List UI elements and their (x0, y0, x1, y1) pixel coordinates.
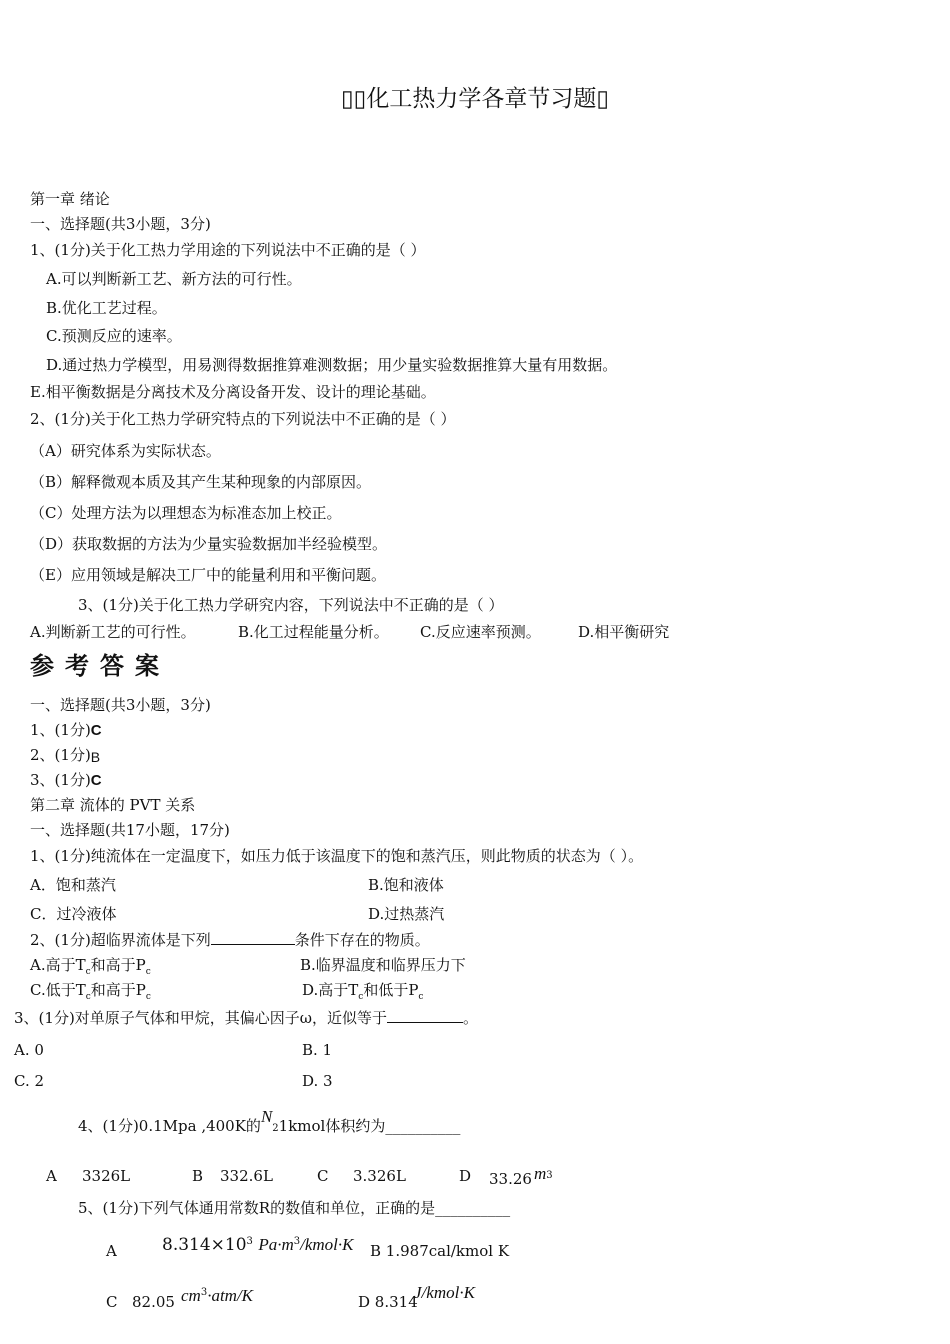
ch1-q1-option-c: C.预测反应的速率。 (46, 327, 182, 345)
ch2-q1-option-c: C．过冷液体 (30, 905, 117, 923)
ch1-q2-option-d: （D）获取数据的方法为少量实验数据加半经验模型。 (30, 535, 388, 553)
ch1-q3-option-a: A.判断新工艺的可行性。 (30, 623, 196, 641)
ch2-q4-option-b-label: B (192, 1167, 204, 1185)
ch2-q4-option-a-label: A (46, 1167, 57, 1185)
answer-blank (211, 930, 295, 945)
ch1-q2-option-c: （C）处理方法为以理想态为标准态加上校正。 (30, 504, 342, 522)
ch2-q2-option-d: D.高于$T_c$和低于$P_c$ (302, 981, 424, 1002)
ch2-q5-option-c-value: 82.05 (132, 1293, 175, 1311)
ch2-q5-option-d-label: D 8.314 (358, 1293, 418, 1311)
ch2-q1-option-d: D.过热蒸汽 (368, 905, 445, 923)
ch2-q4-option-b: 332.6L (220, 1167, 273, 1185)
ch2-q1-option-a: A．饱和蒸汽 (30, 876, 116, 894)
ch2-q5-stem: 5、(1分)下列气体通用常数R的数值和单位，正确的是__________ (78, 1199, 511, 1217)
ch2-q5-option-d-unit: J/kmol·K (414, 1283, 475, 1302)
ch2-q5-option-a-label: A (106, 1242, 117, 1260)
ch1-q1-stem: 1、(1分)关于化工热力学用途的下列说法中不正确的是（ ） (30, 241, 426, 259)
ch2-q3-option-c: C. 2 (14, 1072, 45, 1090)
ch2-q5-option-c-unit: $cm^3\cdot atm/K$ (181, 1286, 254, 1305)
answer-3: 3、(1分)C (30, 771, 102, 789)
answers-heading: 参考答案 (30, 651, 170, 680)
ch1-q2-option-e: （E）应用领域是解决工厂中的能量利用和平衡问题。 (30, 566, 386, 584)
ch2-q4-option-d-label: D (459, 1167, 472, 1185)
ch2-q3-stem: 3、(1分)对单原子气体和甲烷，其偏心因子ω，近似等于 。 (14, 1009, 479, 1027)
ch1-q1-option-a: A.可以判断新工艺、新方法的可行性。 (46, 270, 302, 288)
ch2-q5-option-a: $8.314\times 10^3$ $Pa\cdot m^3/kmol\cdot K$ (162, 1235, 354, 1255)
ch2-q3-option-d: D. 3 (302, 1072, 333, 1090)
ch2-q3-option-b: B. 1 (302, 1041, 333, 1059)
ch2-q4-option-c: 3.326L (353, 1167, 406, 1185)
chapter1-heading: 第一章 绪论 (30, 190, 110, 208)
ch2-q5-option-c-label: C (106, 1293, 118, 1311)
answer-2: 2、(1分)B (30, 746, 101, 765)
ch1-q1-option-e: E.相平衡数据是分离技术及分离设备开发、设计的理论基础。 (30, 383, 436, 401)
ch1-q2-option-b: （B）解释微观本质及其产生某种现象的内部原因。 (30, 473, 372, 491)
ch2-q1-stem: 1、(1分)纯流体在一定温度下，如压力低于该温度下的饱和蒸汽压，则此物质的状态为（ ）。 (30, 847, 644, 865)
ch2-q2-stem: 2、(1分)超临界流体是下列 条件下存在的物质。 (30, 931, 430, 949)
title-box-glyph: ▯ (596, 86, 609, 112)
ch2-q2-option-a: A.高于$T_c$和高于$P_c$ (30, 956, 151, 977)
answer-1: 1、(1分)C (30, 721, 102, 739)
answers-section: 一、选择题(共3小题，3分) (30, 696, 211, 714)
ch2-q4-option-d: 33.26 $m^3$ (489, 1164, 553, 1188)
ch1-q2-option-a: （A）研究体系为实际状态。 (30, 442, 221, 460)
ch1-q1-option-d: D.通过热力学模型，用易测得数据推算难测数据；用少量实验数据推算大量有用数据。 (46, 356, 618, 374)
title-box-glyph: ▯▯ (341, 86, 367, 112)
ch2-q5-option-b: B 1.987cal/kmol K (370, 1242, 510, 1260)
ch2-q4-option-c-label: C (317, 1167, 329, 1185)
chapter2-section: 一、选择题(共17小题，17分) (30, 821, 230, 839)
page-title: ▯▯化工热力学各章节习题▯ (341, 86, 609, 112)
ch2-q3-option-a: A. 0 (14, 1041, 44, 1059)
chapter1-section: 一、选择题(共3小题，3分) (30, 215, 211, 233)
ch1-q2-stem: 2、(1分)关于化工热力学研究特点的下列说法中不正确的是（ ） (30, 410, 456, 428)
ch1-q3-option-c: C.反应速率预测。 (420, 623, 541, 641)
chapter2-heading: 第二章 流体的 PVT 关系 (30, 796, 196, 814)
ch1-q3-option-d: D.相平衡研究 (578, 623, 670, 641)
ch2-q4-stem: 4、(1分)0.1Mpa ,400K的N21kmol体积约为__________ (78, 1107, 461, 1135)
ch1-q3-option-b: B.化工过程能量分析。 (238, 623, 389, 641)
ch2-q2-option-b: B.临界温度和临界压力下 (300, 956, 466, 974)
ch1-q1-option-b: B.优化工艺过程。 (46, 299, 167, 317)
ch1-q3-stem: 3、(1分)关于化工热力学研究内容，下列说法中不正确的是（ ） (78, 596, 504, 614)
ch2-q2-option-c: C.低于$T_c$和高于$P_c$ (30, 981, 151, 1002)
ch2-q4-option-a: 3326L (82, 1167, 131, 1185)
ch2-q1-option-b: B.饱和液体 (368, 876, 444, 894)
answer-blank (387, 1008, 463, 1023)
